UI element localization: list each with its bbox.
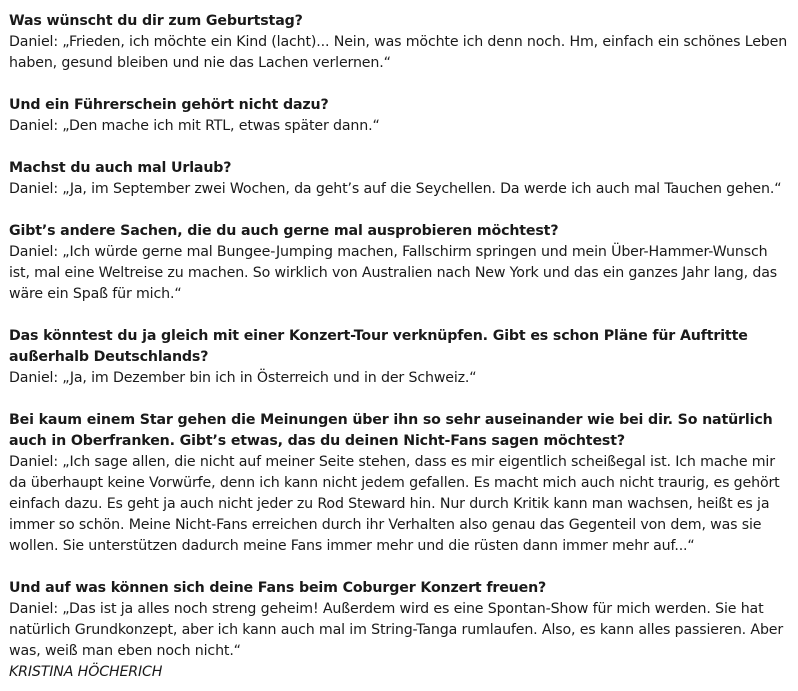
question-heading: Was wünscht du dir zum Geburtstag? [9, 13, 303, 29]
question-heading: Und auf was können sich deine Fans beim Coburger Konzert freuen? [9, 580, 547, 596]
qa-block-other-things [9, 221, 790, 305]
qa-block-non-fans [9, 410, 790, 557]
question-heading: Bei kaum einem Star gehen die Meinungen über ihn so sehr auseinander wie bei dir. So natürlich auch in Oberfranken. Gibt’s etwas, das du deinen Nicht-Fans sagen möchtest? [9, 412, 773, 449]
qa-block-concert-tour [9, 326, 790, 389]
qa-block-coburg-concert [9, 578, 790, 662]
question-heading: Und ein Führerschein gehört nicht dazu? [9, 97, 329, 113]
question-heading: Das könntest du ja gleich mit einer Konzert-Tour verknüpfen. Gibt es schon Pläne für Auftritte außerhalb Deutschlands? [9, 328, 748, 365]
answer-text: Daniel: „Den mache ich mit RTL, etwas später dann.“ [9, 118, 380, 134]
answer-text: Daniel: „Ich würde gerne mal Bungee-Jumping machen, Fallschirm springen und mein Über-Hammer-Wunsch ist, mal eine Weltreise zu machen. So wirklich von Australien nach New York und das ein ganzes Jahr lang, das wäre ein Spaß für mich.“ [9, 244, 777, 302]
answer-text: Daniel: „Ja, im Dezember bin ich in Österreich und in der Schweiz.“ [9, 370, 477, 386]
answer-text: Daniel: „Ja, im September zwei Wochen, da geht’s auf die Seychellen. Da werde ich auch mal Tauchen gehen.“ [9, 181, 782, 197]
answer-text: Daniel: „Das ist ja alles noch streng geheim! Außerdem wird es eine Spontan-Show für mich werden. Sie hat natürlich Grundkonzept, aber ich kann auch mal im String-Tanga rumlaufen. Also, es kann alles passieren. Aber was, weiß man eben noch nicht.“ [9, 601, 784, 659]
question-heading: Machst du auch mal Urlaub? [9, 160, 232, 176]
answer-text: Daniel: „Frieden, ich möchte ein Kind (lacht)... Nein, was möchte ich denn noch. Hm, einfach ein schönes Leben haben, gesund bleiben und nie das Lachen verlernen.“ [9, 34, 788, 71]
qa-block-drivers-license [9, 95, 790, 137]
qa-block-vacation [9, 158, 790, 200]
answer-text: Daniel: „Ich sage allen, die nicht auf meiner Seite stehen, dass es mir eigentlich scheißegal ist. Ich mache mir da überhaupt keine Vorwürfe, denn ich kann nicht jedem gefallen. Es macht mich auch nicht traurig, es gehört einfach dazu. Es geht ja auch nicht jeder zu Rod Steward hin. Nur durch Kritik kann man wachsen, heißt es ja immer so schön. Meine Nicht-Fans erreichen durch ihr Verhalten also genau das Gegenteil von dem, was sie wollen. Sie unterstützen dadurch meine Fans immer mehr und die rüsten dann immer mehr auf...“ [9, 454, 780, 554]
qa-block-birthday [9, 11, 790, 74]
author-byline: KRISTINA HÖCHERICH [9, 664, 163, 680]
question-heading: Gibt’s andere Sachen, die du auch gerne mal ausprobieren möchtest? [9, 223, 559, 239]
